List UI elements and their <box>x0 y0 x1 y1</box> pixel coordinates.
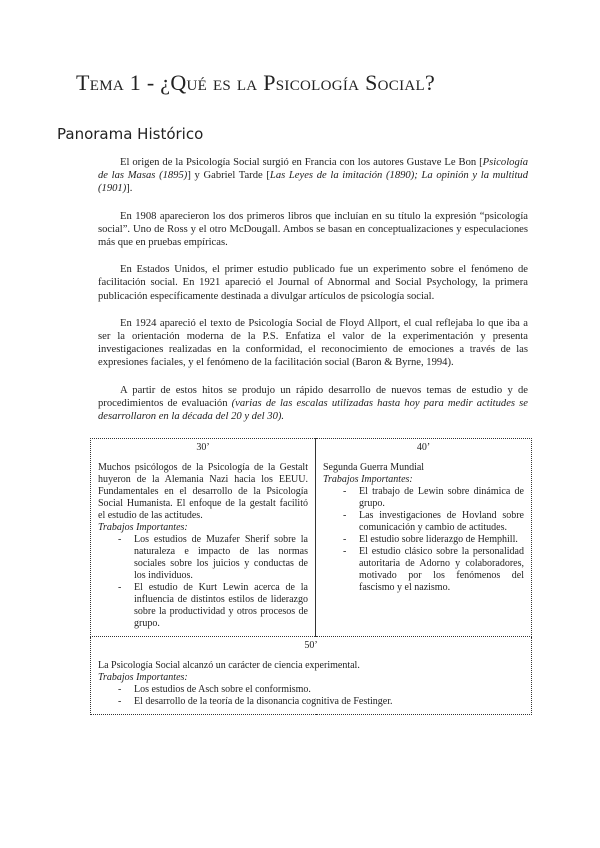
list-item: - Los estudios de Muzafer Sherif sobre la naturaleza e impacto de las normas sociales sobre los juicios y conductas de los individuos. <box>120 534 308 582</box>
cell-40s-text: Segunda Guerra Mundial <box>323 462 425 473</box>
paragraph-4: En 1924 apareció el texto de Psicología Social de Floyd Allport, el cual reflejaba lo que iba a ser la orientación moderna de la P.S. Enfatiza el valor de la experimentación y presenta investigaciones realizadas en la conformidad, el reconocimiento de emociones a través de las expresiones faciales, y el fenómeno de la facilitación social (Baron & Byrne, 1994). <box>98 317 528 369</box>
cell-40s-list <box>323 486 524 594</box>
p1-text-a: El origen de la Psicología Social surgió en Francia con los autores Gustave Le Bon [ <box>120 157 483 168</box>
p1-books-tarde: Las Leyes de la imitación (1890); La opinión y la multitud (1901) <box>98 170 528 195</box>
p5-note: (varias de las escalas utilizadas hasta hoy para medir actitudes se desarrollaron en la década del 20 y del 30). <box>98 397 528 423</box>
table-row <box>91 637 532 715</box>
list-item: - El estudio clásico sobre la personalidad autoritaria de Adorno y colaboradores, motivado por los fenómenos del fascismo y el nazismo. <box>345 546 524 594</box>
list-item: - El estudio sobre liderazgo de Hemphill. <box>345 534 524 546</box>
cell-30s-list <box>98 534 308 630</box>
cell-50s-subheading: Trabajos Importantes: <box>98 672 188 683</box>
list-item: - El desarrollo de la teoría de la disonancia cognitiva de Festinger. <box>120 696 524 708</box>
p1-text-e: ]. <box>126 183 133 195</box>
cell-50s-text: La Psicología Social alcanzó un carácter de ciencia experimental. <box>98 660 360 671</box>
cell-30s-text: Muchos psicólogos de la Psicología de la Gestalt huyeron de la Alemania Nazi hacia los EEUU. Fundamentales en el desarrollo de la Psicología Social Humanista. El enfoque de la gestalt facilitó el estudio de las actitudes. <box>98 462 308 521</box>
section-heading: Panorama Histórico <box>57 125 204 143</box>
cell-40s <box>316 439 532 637</box>
cell-30s <box>91 439 316 637</box>
table-row <box>91 439 532 637</box>
cell-50s-list <box>98 684 524 708</box>
decade-label-30: 30’ <box>196 442 210 453</box>
cell-50s <box>91 637 532 715</box>
list-item: - Los estudios de Asch sobre el conformismo. <box>120 684 524 696</box>
paragraph-1 <box>98 156 528 196</box>
list-item: - Las investigaciones de Hovland sobre comunicación y cambio de actitudes. <box>345 510 524 534</box>
paragraph-5 <box>98 384 528 424</box>
p1-book-le-bon: Psicología de las Masas (1895) <box>98 157 528 182</box>
body-text <box>98 156 528 437</box>
cell-30s-subheading: Trabajos Importantes: <box>98 522 188 533</box>
paragraph-3: En Estados Unidos, el primer estudio publicado fue un experimento sobre el fenómeno de facilitación social. En 1921 apareció el Journal of Abnormal and Social Psychology, la primera publicación específicamente destinada a divulgar artículos de psicología social. <box>98 264 528 302</box>
p1-text-c: ] y Gabriel Tarde [ <box>187 170 270 182</box>
decade-label-40: 40’ <box>416 442 431 453</box>
list-item: - El trabajo de Lewin sobre dinámica de grupo. <box>345 486 524 510</box>
paragraph-2: En 1908 aparecieron los dos primeros libros que incluían en su título la expresión “psicología social”. Uno de Ross y el otro McDougall. Ambos se basan en conceptualizaciones y especulaciones más que en pruebas empíricas. <box>98 210 528 249</box>
p5-text-a: A partir de estos hitos se produjo un rápido desarrollo de nuevos temas de estudio y de procedimientos de evaluación <box>98 384 528 409</box>
cell-40s-subheading: Trabajos Importantes: <box>323 474 413 485</box>
list-item: - El estudio de Kurt Lewin acerca de la influencia de distintos estilos de liderazgo sobre la productividad y otros procesos de grupo. <box>120 582 308 630</box>
page-title: Tema 1 - ¿Qué es la Psicología Social? <box>76 70 436 95</box>
decade-label-50: 50’ <box>304 640 318 651</box>
decades-table <box>90 438 532 715</box>
